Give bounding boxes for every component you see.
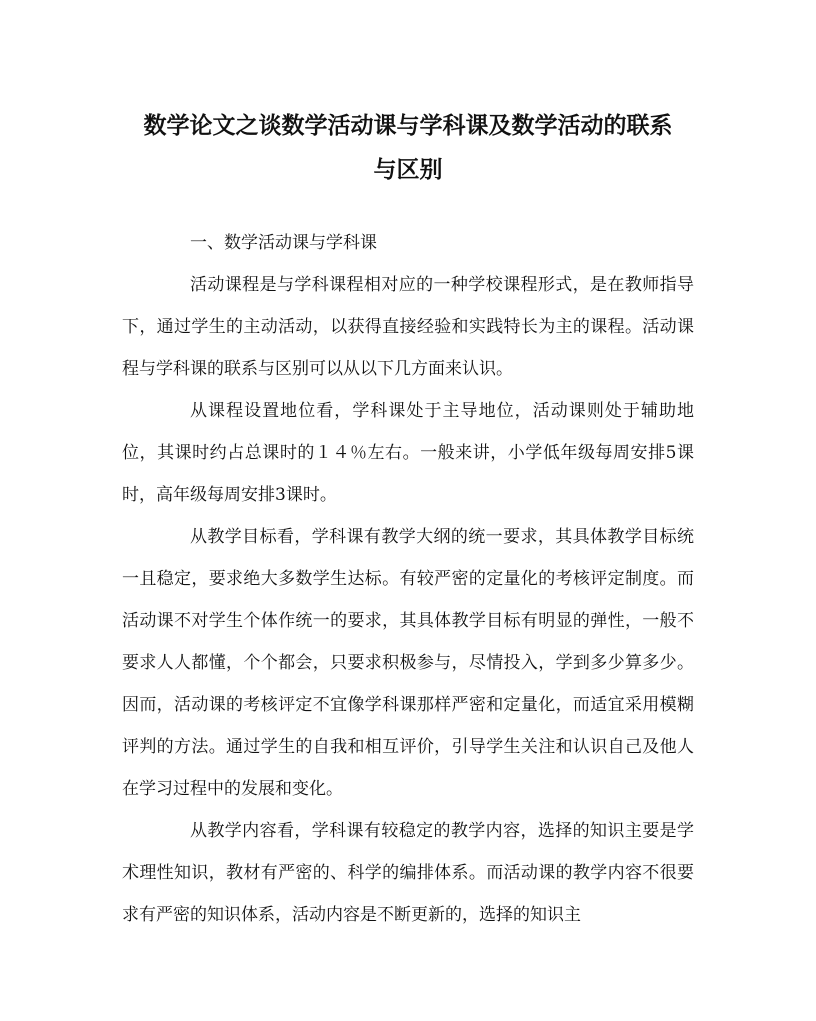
document-body <box>122 222 694 936</box>
section-heading: 一、数学活动课与学科课 <box>190 233 377 253</box>
title-line-1: 数学论文之谈数学活动课与学科课及数学活动的联系 <box>143 112 673 139</box>
document-title <box>100 104 716 192</box>
paragraph-3: 从教学目标看，学科课有教学大纲的统一要求，其具体教学目标统一且稳定，要求绝大多数学生达标。有较严密的定量化的考核评定制度。而活动课不对学生个体作统一的要求，其具体教学目标有明显的弹性，一般不要求人人都懂，个个都会，只要求积极参与，尽情投入，学到多少算多少。因而，活动课的考核评定不宜像学科课那样严密和定量化，而适宜采用模糊评判的方法。通过学生的自我和相互评价，引导学生关注和认识自己及他人在学习过程中的发展和变化。 <box>122 527 694 799</box>
title-line-2: 与区别 <box>373 156 443 183</box>
paragraph-4: 从教学内容看，学科课有较稳定的教学内容，选择的知识主要是学术理性知识，教材有严密的、科学的编排体系。而活动课的教学内容不很要求有严密的知识体系，活动内容是不断更新的，选择的知识主 <box>122 821 694 925</box>
paragraph-2: 从课程设置地位看，学科课处于主导地位，活动课则处于辅助地位，其课时约占总课时的１４％左右。一般来讲，小学低年级每周安排5课时，高年级每周安排3课时。 <box>122 401 694 505</box>
paragraph-1: 活动课程是与学科课程相对应的一种学校课程形式，是在教师指导下，通过学生的主动活动，以获得直接经验和实践特长为主的课程。活动课程与学科课的联系与区别可以从以下几方面来认识。 <box>122 275 694 379</box>
